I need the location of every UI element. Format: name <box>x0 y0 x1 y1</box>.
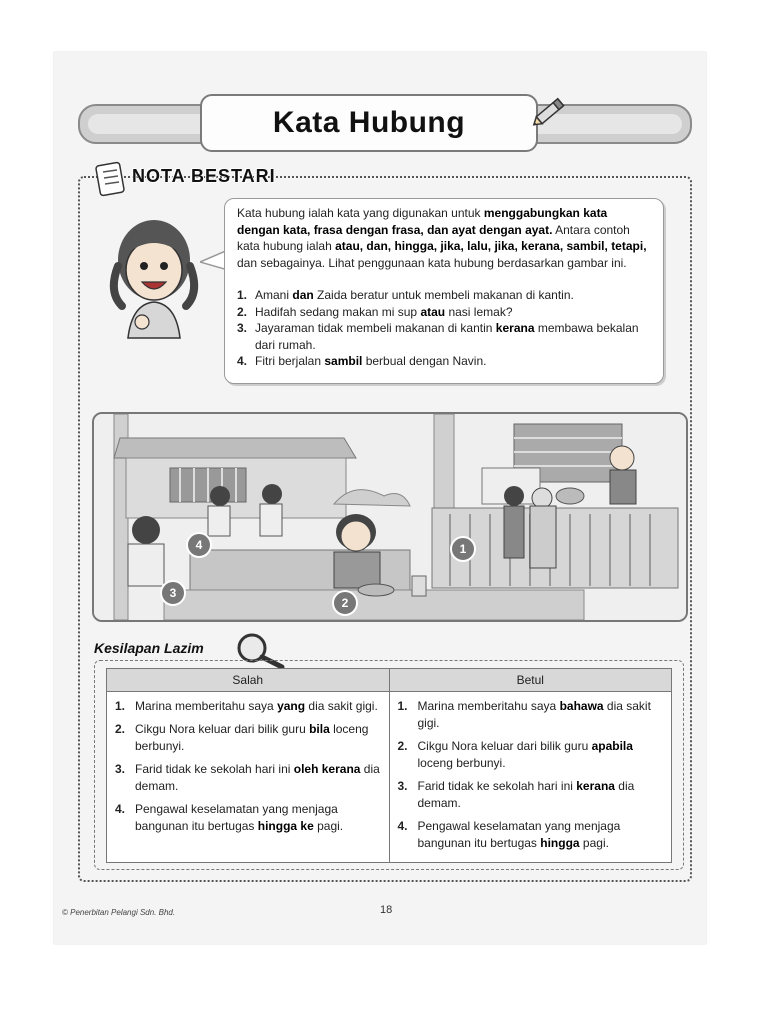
item-text: berbual dengan Navin. <box>362 354 487 368</box>
betul-item <box>398 738 664 772</box>
nota-heading <box>94 160 294 198</box>
betul-item <box>398 818 664 852</box>
bubble-intro <box>237 205 653 271</box>
scene-badge-4: 4 <box>186 532 212 558</box>
table-row <box>107 692 672 863</box>
item-conjunction: kerana <box>576 779 615 793</box>
example-item <box>237 320 655 353</box>
scene-badge-3: 3 <box>160 580 186 606</box>
item-text: Hadifah sedang makan mi sup <box>255 304 421 319</box>
item-conjunction: oleh kerana <box>293 762 361 776</box>
item-number: 3. <box>397 779 408 793</box>
item-conjunction: dan <box>292 288 314 302</box>
betul-item <box>398 778 664 812</box>
publisher-credit: © Penerbitan Pelangi Sdn. Bhd. <box>62 908 176 917</box>
item-text: dia demam. <box>417 779 635 810</box>
salah-item <box>115 801 381 835</box>
item-number: 4. <box>397 819 408 833</box>
item-text: pagi. <box>313 819 344 833</box>
item-text: Cikgu Nora keluar dari bilik guru <box>417 739 592 753</box>
item-conjunction: yang <box>277 699 306 713</box>
salah-cell <box>107 692 390 863</box>
page-number: 18 <box>380 904 393 916</box>
item-conjunction: atau <box>420 304 446 319</box>
item-text: Jayaraman tidak membeli makanan di kantin <box>255 321 496 335</box>
item-conjunction: hingga ke <box>257 819 314 833</box>
speech-bubble <box>224 198 664 384</box>
example-item <box>237 287 655 304</box>
item-text: Farid tidak ke sekolah hari ini <box>417 779 577 793</box>
salah-item <box>115 698 381 715</box>
item-text: nasi lemak? <box>445 304 513 319</box>
intro-text-c: Antara contoh kata hubung ialah <box>237 222 630 253</box>
scene-badge-1: 1 <box>450 536 476 562</box>
item-text: membawa bekalan dari rumah. <box>255 321 639 352</box>
scene-badge-2: 2 <box>332 590 358 616</box>
column-header-salah: Salah <box>107 669 390 692</box>
item-number: 4. <box>115 802 126 816</box>
item-text: Amani <box>255 288 293 302</box>
example-item <box>237 353 655 370</box>
kesilapan-title: Kesilapan Lazim <box>94 640 204 656</box>
item-text: loceng berbunyi. <box>417 756 506 770</box>
intro-text-d: dan sebagainya. Lihat penggunaan kata hubung berdasarkan gambar ini. <box>237 255 627 270</box>
salah-item <box>115 721 381 755</box>
salah-item <box>115 761 381 795</box>
item-text: Pengawal keselamatan yang menjaga bangunan itu bertugas <box>417 819 621 850</box>
item-conjunction: hingga <box>540 836 580 850</box>
item-number: 1. <box>237 288 248 302</box>
item-text: dia sakit gigi. <box>417 699 651 730</box>
page-title: Kata Hubung <box>272 106 466 139</box>
item-text: Marina memberitahu saya <box>135 699 278 713</box>
workbook-page <box>54 52 706 944</box>
item-conjunction: sambil <box>324 354 363 368</box>
item-conjunction: bila <box>309 722 330 736</box>
betul-cell <box>389 692 672 863</box>
item-text: Pengawal keselamatan yang menjaga bangunan itu bertugas <box>135 802 338 833</box>
item-text: Cikgu Nora keluar dari bilik guru <box>135 722 310 736</box>
title-plate <box>200 94 538 152</box>
item-number: 2. <box>237 304 248 319</box>
item-text: Marina memberitahu saya <box>417 699 560 713</box>
item-number: 1. <box>115 699 126 713</box>
item-text: Farid tidak ke sekolah hari ini <box>135 762 294 776</box>
item-number: 3. <box>115 762 126 776</box>
item-text: pagi. <box>579 836 609 850</box>
kesilapan-table <box>106 668 672 863</box>
intro-text-a: Kata hubung ialah kata yang digunakan untuk <box>237 206 484 220</box>
betul-item <box>398 698 664 732</box>
item-number: 4. <box>237 354 248 368</box>
intro-examples: atau, dan, hingga, jika, lalu, jika, kerana, sambil, tetapi, <box>335 239 647 253</box>
note-scroll-icon <box>94 160 130 198</box>
example-list <box>237 287 655 370</box>
nota-title: NOTA BESTARI <box>132 166 276 186</box>
column-header-betul: Betul <box>389 669 672 692</box>
item-number: 2. <box>115 722 126 736</box>
item-text: Zaida beratur untuk membeli makanan di kantin. <box>313 288 574 302</box>
canteen-illustration <box>92 412 688 622</box>
item-conjunction: apabila <box>591 739 633 753</box>
table-header-row <box>107 669 672 692</box>
intro-bold: menggabungkan kata dengan kata, frasa dengan frasa, dan ayat dengan ayat. <box>237 206 608 237</box>
pencil-icon <box>528 88 574 134</box>
item-number: 1. <box>397 699 408 713</box>
item-text: Fitri berjalan <box>255 354 325 368</box>
item-text: loceng berbunyi. <box>135 722 369 753</box>
item-text: dia demam. <box>135 762 380 793</box>
item-conjunction: kerana <box>495 321 535 335</box>
item-number: 2. <box>397 739 408 753</box>
item-text: dia sakit gigi. <box>305 699 378 713</box>
girl-illustration <box>104 210 208 340</box>
item-conjunction: bahawa <box>559 699 604 713</box>
item-number: 3. <box>237 321 248 335</box>
example-item <box>237 304 655 321</box>
